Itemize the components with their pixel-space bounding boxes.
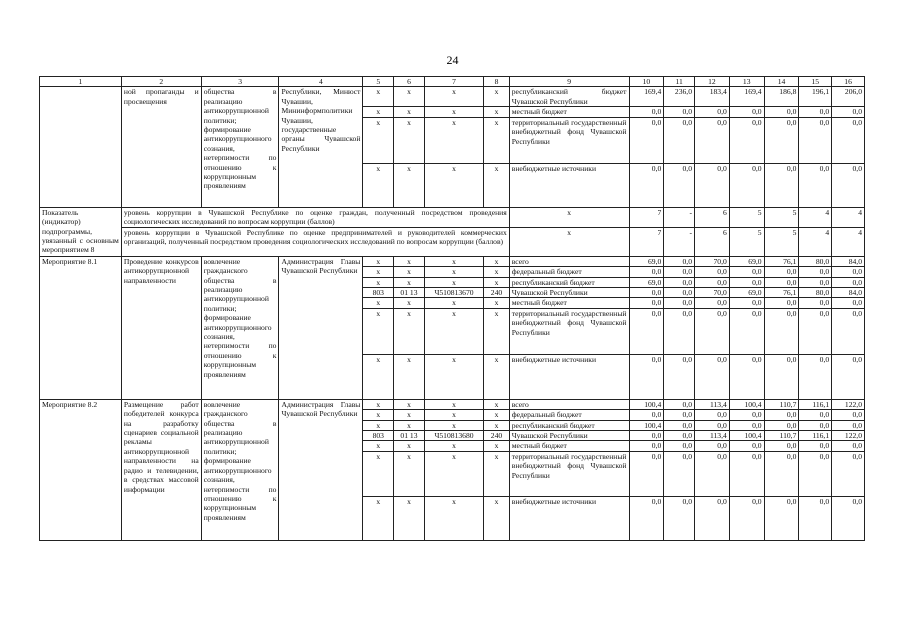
cell-target-article: x (424, 107, 483, 117)
cell-value: 100,4 (629, 399, 664, 409)
cell-value: 76,1 (764, 256, 799, 266)
cell-title: Проведение конкурсов антикоррупционной направленности (121, 256, 201, 399)
budget-table (39, 76, 865, 541)
cell-value: 0,0 (629, 163, 664, 207)
cell-section: x (394, 399, 425, 409)
cell-value: 4 (832, 227, 865, 256)
cell-value: 0,0 (764, 354, 799, 399)
cell-value: 0,0 (664, 441, 695, 451)
cell-value: 116,1 (799, 399, 832, 409)
cell-grbs: x (363, 267, 394, 277)
cell-value: 5 (764, 227, 799, 256)
indicator-text: уровень коррупции в Чувашской Республике по оценке предпринимателей и руководителей коммерческих организаций, полученный посредством проведения социологических исследований по вопросам коррупции (баллов) (121, 227, 509, 256)
cell-value: 0,0 (729, 298, 764, 308)
cell-status (40, 87, 122, 207)
cell-value: 0,0 (664, 354, 695, 399)
cell-funding-source: территориальный государственный внебюджетный фонд Чувашской Республики (509, 451, 629, 496)
cell-value: 0,0 (832, 354, 865, 399)
cell-value: 0,0 (764, 117, 799, 163)
table-row (40, 207, 865, 227)
cell-target-article: x (424, 410, 483, 420)
header-cell: 5 (363, 77, 394, 87)
cell-value: 0,0 (832, 451, 865, 496)
cell-value: 110,7 (764, 399, 799, 409)
cell-grbs: x (363, 399, 394, 409)
cell-grbs: x (363, 496, 394, 540)
cell-grbs: x (363, 354, 394, 399)
cell-value: 0,0 (764, 441, 799, 451)
cell-executor: Администрация Главы Чувашской Республики (279, 256, 363, 399)
cell-status: Мероприятие 8.2 (40, 399, 122, 540)
header-cell: 7 (424, 77, 483, 87)
cell-target-article: x (424, 117, 483, 163)
cell-expense-type: x (484, 410, 510, 420)
cell-value: 0,0 (799, 298, 832, 308)
cell-value: 7 (629, 227, 664, 256)
cell-funding-source: республиканский бюджет (509, 277, 629, 287)
cell-value: 84,0 (832, 256, 865, 266)
cell-funding-source: всего (509, 256, 629, 266)
cell-funding-source: внебюджетные источники (509, 354, 629, 399)
cell-expense-type: x (484, 308, 510, 354)
cell-value: 0,0 (695, 420, 730, 430)
cell-section: x (394, 308, 425, 354)
cell-value: 0,0 (629, 288, 664, 298)
cell-executor: Администрация Главы Чувашской Республики (279, 399, 363, 540)
cell-value: 183,4 (695, 87, 730, 107)
cell-value: 0,0 (764, 410, 799, 420)
cell-grbs: x (363, 298, 394, 308)
header-cell: 3 (201, 77, 279, 87)
cell-value: 0,0 (764, 308, 799, 354)
cell-value: 4 (799, 207, 832, 227)
cell-section: 01 13 (394, 431, 425, 441)
cell-value: 0,0 (799, 163, 832, 207)
cell-expense-type: x (484, 107, 510, 117)
cell-value: 0,0 (764, 451, 799, 496)
cell-value: 0,0 (695, 441, 730, 451)
cell-value: 0,0 (832, 420, 865, 430)
cell-target-article: x (424, 496, 483, 540)
table-body (40, 77, 865, 541)
cell-target-article: x (424, 354, 483, 399)
cell-goal: вовлечение гражданского общества в реализацию антикоррупционной политики; формирование антикоррупционного сознания, нетерпимости по отношению к коррупционным проявлениям (201, 256, 279, 399)
cell-value: 0,0 (664, 496, 695, 540)
cell-value: 0,0 (799, 117, 832, 163)
cell-grbs: x (363, 256, 394, 266)
cell-value: 0,0 (799, 354, 832, 399)
cell-value: 186,8 (764, 87, 799, 107)
cell-expense-type: 240 (484, 431, 510, 441)
cell-funding-source: территориальный государственный внебюджетный фонд Чувашской Республики (509, 117, 629, 163)
cell-funding-source: республиканский бюджет (509, 420, 629, 430)
cell-value: 0,0 (799, 496, 832, 540)
cell-value: 0,0 (695, 277, 730, 287)
cell-value: 0,0 (629, 308, 664, 354)
cell-value: 0,0 (629, 117, 664, 163)
cell-value: 0,0 (664, 451, 695, 496)
cell-expense-type: x (484, 298, 510, 308)
cell-value: 0,0 (799, 308, 832, 354)
cell-expense-type: x (484, 277, 510, 287)
cell-expense-type: x (484, 354, 510, 399)
cell-grbs: x (363, 451, 394, 496)
cell-section: x (394, 87, 425, 107)
cell-grbs: x (363, 420, 394, 430)
cell-value: 0,0 (629, 431, 664, 441)
cell-section: x (394, 354, 425, 399)
header-cell: 8 (484, 77, 510, 87)
cell-value: 0,0 (799, 267, 832, 277)
cell-executor: Республики, Минюст Чувашии, Мининформполитики Чувашии, государственные органы Чувашской Республики (279, 87, 363, 207)
cell-value: 0,0 (729, 117, 764, 163)
cell-target-article: x (424, 298, 483, 308)
cell-value: 0,0 (695, 410, 730, 420)
cell-section: x (394, 277, 425, 287)
cell-funding-source: федеральный бюджет (509, 410, 629, 420)
cell-goal: вовлечение гражданского общества в реализацию антикоррупционной политики; формирование антикоррупционного сознания, нетерпимости по отношению к коррупционным проявлениям (201, 399, 279, 540)
cell-target-article: Ч510813670 (424, 288, 483, 298)
cell-value: 113,4 (695, 399, 730, 409)
cell-funding-source: местный бюджет (509, 107, 629, 117)
cell-value: 0,0 (832, 277, 865, 287)
cell-funding-source: всего (509, 399, 629, 409)
cell-value: 0,0 (695, 354, 730, 399)
cell-target-article: x (424, 163, 483, 207)
cell-section: x (394, 410, 425, 420)
cell-value: 0,0 (629, 107, 664, 117)
cell-value: 76,1 (764, 288, 799, 298)
cell-goal: общества в реализацию антикоррупционной политики; формирование антикоррупционного сознания, нетерпимости по отношению к коррупционным проявлениям (201, 87, 279, 207)
cell-value: 0,0 (729, 441, 764, 451)
cell-grbs: x (363, 308, 394, 354)
cell-value: 0,0 (629, 441, 664, 451)
cell-section: x (394, 496, 425, 540)
cell-value: 0,0 (629, 410, 664, 420)
cell-value: 116,1 (799, 431, 832, 441)
cell-value: 0,0 (629, 354, 664, 399)
cell-value: 0,0 (695, 267, 730, 277)
cell-value: 0,0 (664, 117, 695, 163)
cell-value: 0,0 (832, 298, 865, 308)
cell-status: Мероприятие 8.1 (40, 256, 122, 399)
table-row (40, 87, 865, 107)
cell-value: 0,0 (729, 451, 764, 496)
cell-value: 0,0 (729, 420, 764, 430)
cell-expense-type: x (484, 451, 510, 496)
cell-expense-type: x (484, 441, 510, 451)
cell-section: x (394, 420, 425, 430)
cell-value: 0,0 (664, 298, 695, 308)
header-cell: 15 (799, 77, 832, 87)
cell-expense-type: x (484, 496, 510, 540)
cell-target-article: x (424, 256, 483, 266)
cell-value: 122,0 (832, 399, 865, 409)
header-cell: 1 (40, 77, 122, 87)
header-cell: 13 (729, 77, 764, 87)
cell-value: 0,0 (799, 451, 832, 496)
cell-funding-source: федеральный бюджет (509, 267, 629, 277)
cell-funding-source: внебюджетные источники (509, 163, 629, 207)
cell-value: 0,0 (664, 163, 695, 207)
header-cell: 16 (832, 77, 865, 87)
cell-value: 110,7 (764, 431, 799, 441)
cell-grbs: 803 (363, 431, 394, 441)
cell-value: 0,0 (799, 277, 832, 287)
header-cell: 6 (394, 77, 425, 87)
cell-value: 70,0 (695, 288, 730, 298)
cell-value: 0,0 (664, 277, 695, 287)
cell-value: 0,0 (695, 298, 730, 308)
cell-value: 0,0 (729, 496, 764, 540)
cell-value: 0,0 (764, 267, 799, 277)
cell-expense-type: x (484, 87, 510, 107)
cell-value: 0,0 (832, 107, 865, 117)
cell-value: 206,0 (832, 87, 865, 107)
cell-title: Размещение работ победителей конкурса на разработку сценариев социальной рекламы антикоррупционной направленности на радио и телевидении, в средствах массовой информации (121, 399, 201, 540)
cell-value: 0,0 (695, 107, 730, 117)
cell-grbs: 803 (363, 288, 394, 298)
cell-value: 0,0 (664, 256, 695, 266)
cell-section: x (394, 451, 425, 496)
cell-value: 69,0 (729, 256, 764, 266)
table-row (40, 399, 865, 409)
cell-value: 0,0 (664, 288, 695, 298)
header-row (40, 77, 865, 87)
cell-value: 169,4 (729, 87, 764, 107)
cell-expense-type: x (484, 420, 510, 430)
cell-value: - (664, 207, 695, 227)
cell-value: 0,0 (729, 308, 764, 354)
cell-grbs: x (363, 277, 394, 287)
cell-value: 0,0 (629, 496, 664, 540)
cell-funding-source: местный бюджет (509, 298, 629, 308)
cell-section: x (394, 298, 425, 308)
indicator-label: Показатель (индикатор) подпрограммы, увязанный с основным мероприятием 8 (40, 207, 122, 256)
cell-value: 113,4 (695, 431, 730, 441)
cell-value: 0,0 (629, 267, 664, 277)
cell-funding-source: внебюджетные источники (509, 496, 629, 540)
cell-expense-type: x (484, 399, 510, 409)
cell-expense-type: 240 (484, 288, 510, 298)
cell-grbs: x (363, 410, 394, 420)
cell-value: 0,0 (729, 410, 764, 420)
header-cell: 11 (664, 77, 695, 87)
cell-section: x (394, 441, 425, 451)
cell-value: - (664, 227, 695, 256)
indicator-text: уровень коррупции в Чувашской Республике по оценке граждан, полученный посредством проведения социологических исследований по вопросам коррупции (баллов) (121, 207, 509, 227)
cell-value: 80,0 (799, 256, 832, 266)
cell-value: 0,0 (799, 410, 832, 420)
cell-funding-source: республиканский бюджет Чувашской Республики (509, 87, 629, 107)
cell-value: 100,4 (729, 399, 764, 409)
cell-grbs: x (363, 117, 394, 163)
cell-funding-source: местный бюджет (509, 441, 629, 451)
cell-target-article: x (424, 399, 483, 409)
cell-value: 5 (764, 207, 799, 227)
cell-value: 0,0 (832, 163, 865, 207)
cell-target-article: x (424, 441, 483, 451)
cell-value: 7 (629, 207, 664, 227)
cell-value: 69,0 (629, 277, 664, 287)
cell-target-article: x (424, 267, 483, 277)
cell-value: 0,0 (695, 496, 730, 540)
cell-target-article: x (424, 451, 483, 496)
cell-value: 0,0 (764, 420, 799, 430)
cell-value: 0,0 (629, 298, 664, 308)
cell-value: 0,0 (729, 107, 764, 117)
cell-value: 70,0 (695, 256, 730, 266)
cell-value: 0,0 (729, 354, 764, 399)
cell-value: 0,0 (764, 298, 799, 308)
header-cell: 10 (629, 77, 664, 87)
page-number: 24 (446, 53, 459, 67)
cell-target-article: x (424, 308, 483, 354)
cell-value: 0,0 (799, 107, 832, 117)
cell-value: 6 (695, 207, 730, 227)
cell-value: 4 (832, 207, 865, 227)
cell-section: x (394, 117, 425, 163)
cell-value: 0,0 (664, 410, 695, 420)
cell-section: 01 13 (394, 288, 425, 298)
cell-value: 236,0 (664, 87, 695, 107)
cell-value: 0,0 (832, 496, 865, 540)
cell-value: 100,4 (729, 431, 764, 441)
cell-value: 196,1 (799, 87, 832, 107)
cell-value: 0,0 (832, 117, 865, 163)
cell-value: 0,0 (695, 308, 730, 354)
cell-expense-type: x (484, 117, 510, 163)
cell-target-article: x (424, 87, 483, 107)
cell-value: 0,0 (664, 308, 695, 354)
cell-value: 0,0 (764, 107, 799, 117)
cell-value: 0,0 (629, 451, 664, 496)
cell-funding-source: Чувашской Республики (509, 288, 629, 298)
table-row (40, 256, 865, 266)
cell-expense-type: x (484, 267, 510, 277)
header-cell: 2 (121, 77, 201, 87)
cell-value: 0,0 (664, 399, 695, 409)
cell-value: 5 (729, 227, 764, 256)
cell-grbs: x (363, 107, 394, 117)
cell-value: 0,0 (832, 308, 865, 354)
cell-value: 0,0 (799, 441, 832, 451)
cell-expense-type: x (484, 256, 510, 266)
cell-value: 0,0 (729, 163, 764, 207)
cell-value: 0,0 (832, 267, 865, 277)
cell-target-article: Ч510813680 (424, 431, 483, 441)
cell-value: 6 (695, 227, 730, 256)
cell-value: 4 (799, 227, 832, 256)
cell-value: 0,0 (664, 107, 695, 117)
cell-value: 100,4 (629, 420, 664, 430)
cell-value: 0,0 (832, 441, 865, 451)
header-cell: 4 (279, 77, 363, 87)
cell-value: 0,0 (729, 267, 764, 277)
cell-expense-type: x (484, 163, 510, 207)
cell-value: 0,0 (764, 277, 799, 287)
indicator-x: x (509, 207, 629, 227)
cell-value: 0,0 (664, 420, 695, 430)
cell-section: x (394, 256, 425, 266)
cell-value: 0,0 (695, 163, 730, 207)
cell-value: 80,0 (799, 288, 832, 298)
cell-funding-source: Чувашской Республики (509, 431, 629, 441)
cell-value: 0,0 (695, 117, 730, 163)
cell-section: x (394, 267, 425, 277)
cell-value: 0,0 (664, 267, 695, 277)
cell-value: 0,0 (664, 431, 695, 441)
header-cell: 9 (509, 77, 629, 87)
cell-value: 0,0 (764, 163, 799, 207)
cell-value: 5 (729, 207, 764, 227)
cell-section: x (394, 107, 425, 117)
cell-value: 69,0 (629, 256, 664, 266)
header-cell: 14 (764, 77, 799, 87)
cell-value: 0,0 (799, 420, 832, 430)
cell-value: 169,4 (629, 87, 664, 107)
cell-target-article: x (424, 420, 483, 430)
indicator-x: x (509, 227, 629, 256)
cell-value: 0,0 (729, 277, 764, 287)
table-row (40, 227, 865, 256)
cell-value: 0,0 (832, 410, 865, 420)
cell-section: x (394, 163, 425, 207)
cell-target-article: x (424, 277, 483, 287)
cell-value: 122,0 (832, 431, 865, 441)
cell-grbs: x (363, 441, 394, 451)
cell-grbs: x (363, 163, 394, 207)
cell-value: 69,0 (729, 288, 764, 298)
cell-grbs: x (363, 87, 394, 107)
header-cell: 12 (695, 77, 730, 87)
cell-funding-source: территориальный государственный внебюджетный фонд Чувашской Республики (509, 308, 629, 354)
cell-title: ной пропаганды и просвещения (121, 87, 201, 207)
cell-value: 0,0 (764, 496, 799, 540)
cell-value: 0,0 (695, 451, 730, 496)
cell-value: 84,0 (832, 288, 865, 298)
